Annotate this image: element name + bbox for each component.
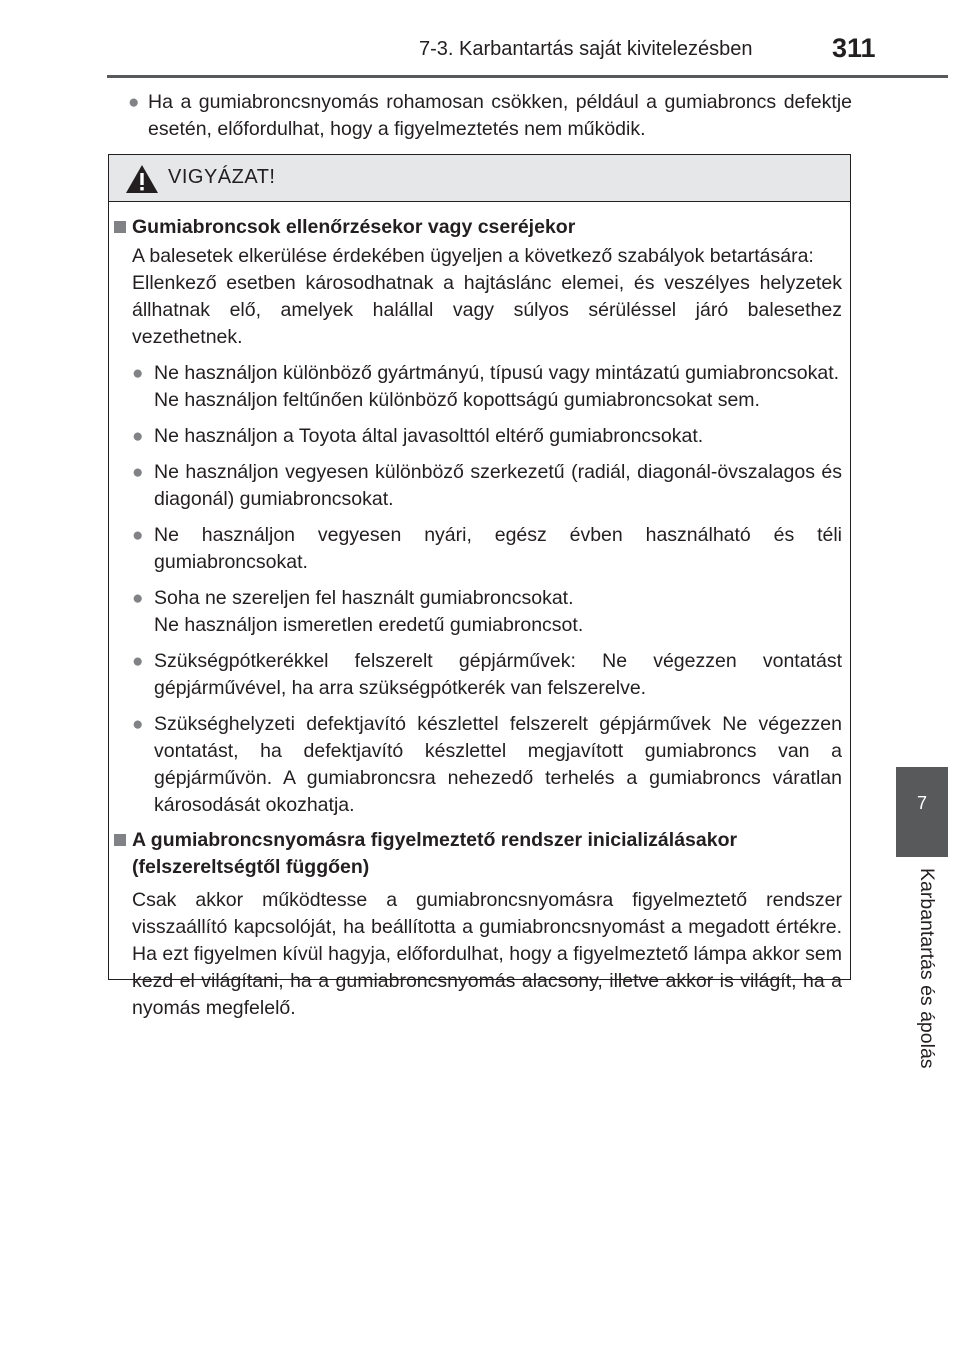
bullet-icon: ● — [132, 714, 144, 735]
page-number: 311 — [832, 33, 876, 63]
bullet-icon: ● — [132, 651, 144, 672]
list-item — [132, 360, 842, 414]
bullet-icon: ● — [128, 92, 140, 113]
list-item-text: Szükséghelyzeti defektjavító készlettel felszerelt gépjárművek Ne végezzen vontatást, ha defektjavító készlettel megjavított gumiabroncs van a gépjárművön. A gumiabroncsra nehezedő terhelés a gumiabroncs váratlan károsodását okozhatja. — [154, 713, 842, 816]
paragraph: A balesetek elkerülése érdekében ügyeljen a következő szabályok betartására: — [132, 245, 814, 267]
bullet-icon: ● — [132, 525, 144, 546]
list-item-text: Ne használjon különböző gyártmányú, típusú vagy mintázatú gumiabroncsokat. — [154, 362, 840, 384]
list-item-text: Ne használjon vegyesen nyári, egész évben használható és téli gumiabroncsokat. — [154, 524, 842, 573]
warning-header — [109, 155, 850, 202]
list-item-text: Szükségpótkerékkel felszerelt gépjárművek: Ne végezzen vontatást gépjárművével, ha arra szükségpótkerék van felszerelve. — [154, 650, 842, 699]
warning-box — [108, 154, 851, 1019]
list-item — [132, 711, 842, 819]
warning-triangle-icon — [125, 164, 159, 194]
list-item — [132, 648, 842, 702]
intro-text: Ha a gumiabroncsnyomás rohamosan csökken, például a gumiabroncs defektje esetén, előfordulhat, hogy a figyelmeztetés nem működik. — [148, 91, 852, 140]
list-item-text: Soha ne szereljen fel használt gumiabroncsokat. — [154, 587, 574, 609]
list-item — [132, 459, 842, 513]
list-item-text: Ne használjon feltűnően különböző kopottságú gumiabroncsokat sem. — [154, 389, 760, 411]
bullet-icon: ● — [132, 462, 144, 483]
chapter-tab — [896, 767, 948, 857]
bullet-icon: ● — [132, 363, 144, 384]
section-title: 7-3. Karbantartás saját kivitelezésben — [419, 38, 753, 60]
chapter-label-text: Karbantartás és ápolás — [916, 868, 938, 1069]
bullet-icon: ● — [132, 588, 144, 609]
list-item-text: Ne használjon a Toyota által javasolttól eltérő gumiabroncsokat. — [154, 425, 704, 447]
paragraph: Ellenkező esetben károsodhatnak a hajtáslánc elemei, és veszélyes helyzetek állhatnak elő, amelyek halállal vagy súlyos sérüléssel járó balesethez vezethetnek. — [132, 272, 842, 348]
bullet-icon: ● — [132, 426, 144, 447]
square-bullet-icon — [114, 221, 126, 233]
bullet-list — [109, 360, 850, 819]
paragraph: Csak akkor működtesse a gumiabroncsnyomásra figyelmeztető rendszer visszaállító kapcsolóját, ha beállította a gumiabroncsnyomást a megadott értékre. Ha ezt figyelmen kívül hagyja, előfordulhat, hogy a figyelmeztető lámpa akkor sem kezd el világítani, ha a gumiabroncsnyomás alacsony, illetve akkor is világít, ha a nyomás megfelelő. — [132, 889, 842, 1019]
chapter-label — [910, 868, 940, 1088]
warning-title: VIGYÁZAT! — [168, 166, 276, 188]
list-item — [132, 423, 842, 450]
square-bullet-icon — [114, 834, 126, 846]
header-divider — [107, 75, 948, 78]
warning-body — [109, 202, 850, 1022]
list-item-text: Ne használjon ismeretlen eredetű gumiabroncsot. — [154, 614, 584, 636]
list-item-text: Ne használjon vegyesen különböző szerkezetű (radiál, diagonál-övszalagos és diagonál) gumiabroncsokat. — [154, 461, 842, 510]
chapter-number: 7 — [916, 793, 927, 813]
list-item — [132, 522, 842, 576]
section-heading-text: A gumiabroncsnyomásra figyelmeztető rendszer inicializálásakor (felszereltségtől függően) — [132, 829, 738, 878]
section-heading — [109, 214, 822, 241]
section-heading — [109, 827, 822, 881]
intro-note — [128, 89, 852, 143]
section-heading-text: Gumiabroncsok ellenőrzésekor vagy cseréjekor — [132, 216, 576, 238]
list-item — [132, 585, 842, 639]
